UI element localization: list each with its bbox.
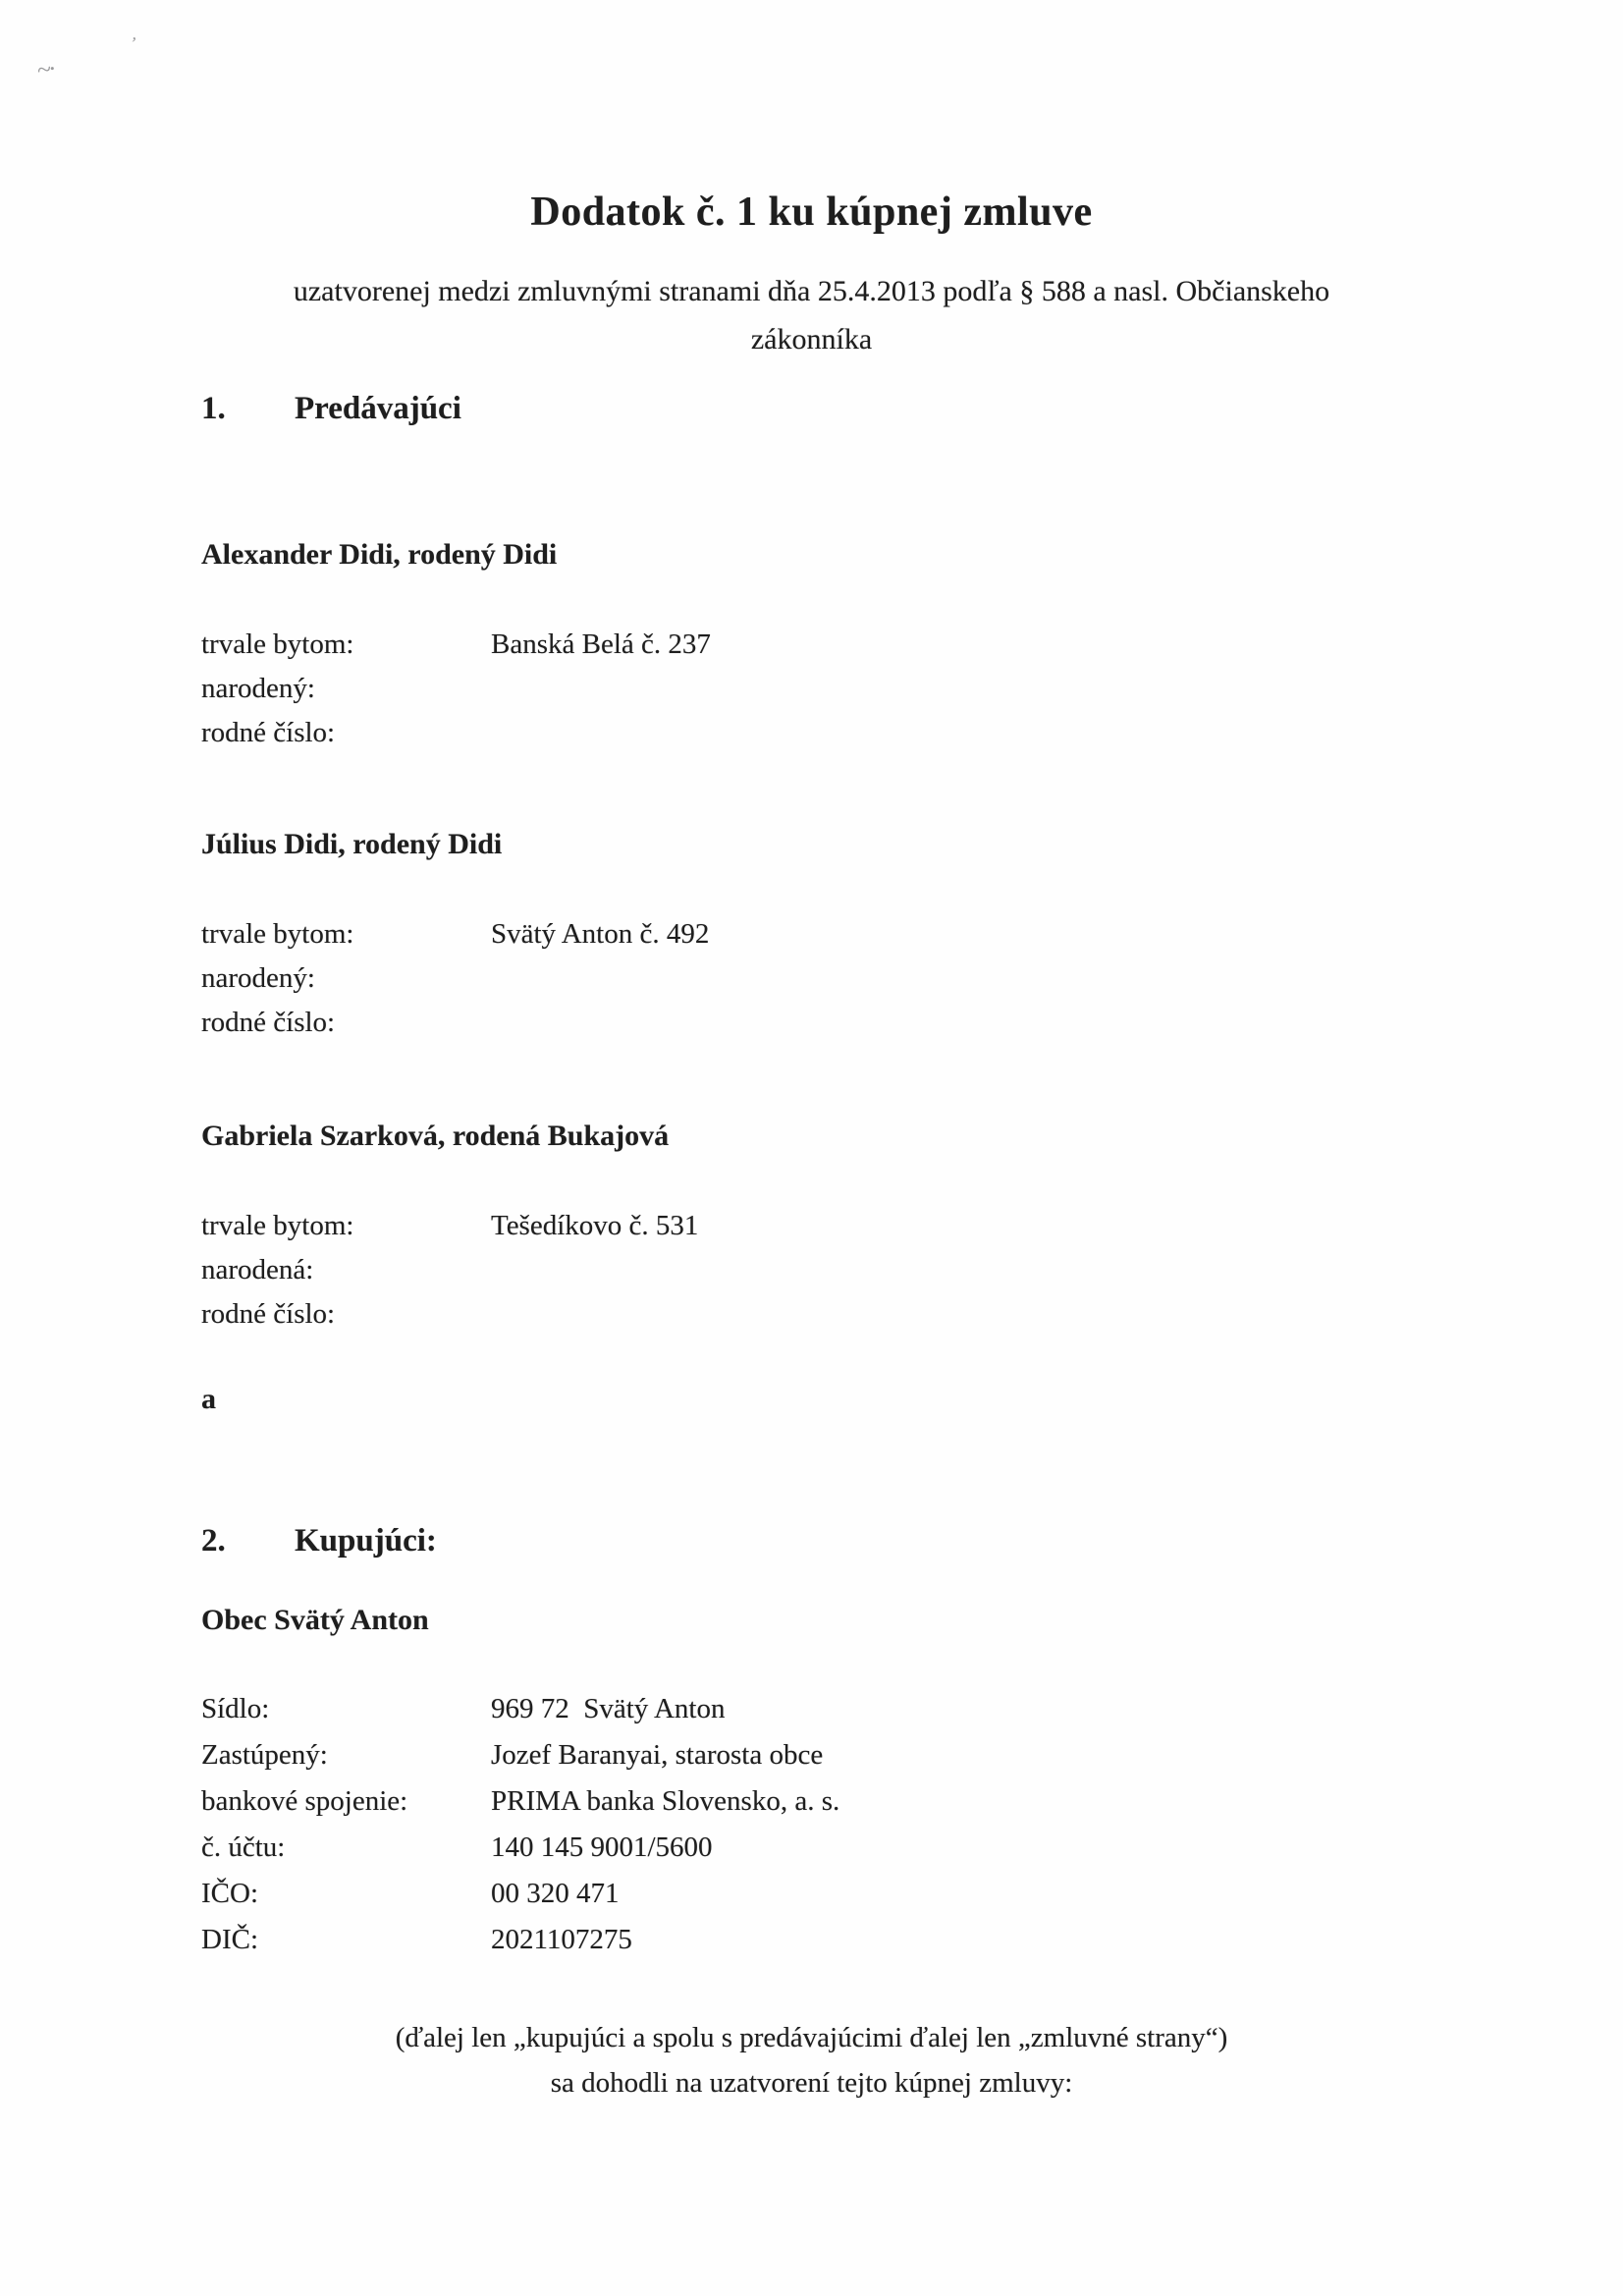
seller-fields (201, 912, 1419, 1045)
field-row (201, 623, 1419, 667)
scan-artifact-icon: ~· (35, 54, 56, 84)
field-row (201, 711, 1419, 755)
section-title: Predávajúci (295, 391, 461, 426)
field-label: Zastúpený: (201, 1739, 328, 1771)
seller-fields (201, 623, 1419, 755)
field-row (201, 1204, 1419, 1248)
seller-name: Alexander Didi, rodený Didi (201, 538, 558, 571)
field-row (201, 1248, 1419, 1292)
field-value: 969 72 Svätý Anton (491, 1693, 726, 1724)
field-label: DIČ: (201, 1924, 258, 1955)
seller-name: Július Didi, rodený Didi (201, 828, 503, 860)
section-number: 1. (201, 391, 226, 426)
field-label: č. účtu: (201, 1831, 286, 1863)
field-row (201, 1917, 1419, 1963)
field-label: narodený: (201, 673, 315, 704)
field-label: narodená: (201, 1254, 314, 1285)
seller-block-2 (201, 828, 1419, 1045)
closing-line-1: (ďalej len „kupujúci a spolu s predávajúcimi ďalej len „zmluvné strany“) (395, 2022, 1228, 2053)
field-label: IČO: (201, 1878, 258, 1909)
field-value: Svätý Anton č. 492 (491, 918, 710, 950)
subtitle-line-2: zákonníka (750, 323, 873, 355)
field-label: trvale bytom: (201, 918, 354, 950)
seller-name: Gabriela Szarková, rodená Bukajová (201, 1120, 670, 1152)
section-number: 2. (201, 1523, 226, 1558)
subtitle-line-1: uzatvorenej medzi zmluvnými stranami dňa 25.4.2013 podľa § 588 a nasl. Občianskeho (293, 275, 1330, 307)
field-value: Banská Belá č. 237 (491, 629, 711, 660)
field-row (201, 1778, 1419, 1825)
field-row (201, 1001, 1419, 1045)
closing-clause (0, 2015, 1623, 2105)
document-subtitle (0, 267, 1623, 363)
field-row (201, 1732, 1419, 1778)
field-label: rodné číslo: (201, 1007, 336, 1038)
field-row (201, 912, 1419, 957)
section-title: Kupujúci: (295, 1523, 437, 1558)
field-row (201, 1686, 1419, 1732)
field-label: rodné číslo: (201, 1298, 336, 1330)
buyer-fields (201, 1686, 1419, 1963)
field-value: Tešedíkovo č. 531 (491, 1210, 699, 1241)
page-title: Dodatok č. 1 ku kúpnej zmluve (530, 190, 1093, 235)
seller-fields (201, 1204, 1419, 1337)
field-row (201, 667, 1419, 711)
buyer-block (201, 1604, 1419, 1963)
closing-line-2: sa dohodli na uzatvorení tejto kúpnej zmluvy: (550, 2067, 1073, 2099)
conjunction-and: a (201, 1383, 216, 1415)
field-label: Sídlo: (201, 1693, 270, 1724)
field-label: trvale bytom: (201, 629, 354, 660)
field-value: PRIMA banka Slovensko, a. s. (491, 1785, 840, 1817)
field-row (201, 1871, 1419, 1917)
seller-block-1 (201, 538, 1419, 755)
field-row (201, 957, 1419, 1001)
field-label: rodné číslo: (201, 717, 336, 748)
field-label: narodený: (201, 962, 315, 994)
field-label: trvale bytom: (201, 1210, 354, 1241)
field-label: bankové spojenie: (201, 1785, 408, 1817)
field-row (201, 1292, 1419, 1337)
section-sellers-heading (201, 391, 461, 427)
scan-artifact-icon: ’ (129, 32, 138, 54)
field-value: 2021107275 (491, 1924, 632, 1955)
seller-block-3 (201, 1120, 1419, 1337)
field-value: 00 320 471 (491, 1878, 620, 1909)
section-buyers-heading (201, 1523, 437, 1559)
field-value: Jozef Baranyai, starosta obce (491, 1739, 824, 1771)
field-row (201, 1825, 1419, 1871)
buyer-name: Obec Svätý Anton (201, 1604, 429, 1636)
field-value: 140 145 9001/5600 (491, 1831, 713, 1863)
